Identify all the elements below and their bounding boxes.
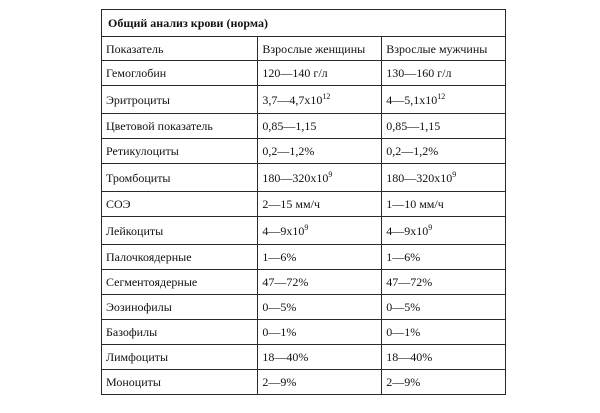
- header-indicator: Показатель: [102, 37, 258, 61]
- row-name: Эозинофилы: [102, 295, 258, 320]
- row-men: [382, 164, 506, 192]
- table-row: [102, 270, 506, 295]
- row-men: 2—9%: [382, 370, 506, 395]
- table-row: [102, 295, 506, 320]
- blood-test-table: [101, 9, 506, 395]
- row-men: [382, 217, 506, 245]
- row-women: [258, 217, 382, 245]
- row-women: 0—1%: [258, 320, 382, 345]
- row-name: Моноциты: [102, 370, 258, 395]
- row-women: 0,2—1,2%: [258, 139, 382, 164]
- table-row: [102, 86, 506, 114]
- table-title: Общий анализ крови (норма): [102, 10, 506, 37]
- row-women: [258, 164, 382, 192]
- row-name: Гемоглобин: [102, 61, 258, 86]
- value-base: 4—9х10: [262, 223, 305, 238]
- row-name: Палочкоядерные: [102, 245, 258, 270]
- row-women: 2—15 мм/ч: [258, 192, 382, 217]
- table-row: [102, 114, 506, 139]
- row-women: [258, 86, 382, 114]
- row-name: Цветовой показатель: [102, 114, 258, 139]
- row-men: 1—10 мм/ч: [382, 192, 506, 217]
- row-women: 1—6%: [258, 245, 382, 270]
- row-name: Тромбоциты: [102, 164, 258, 192]
- row-men: 0,85—1,15: [382, 114, 506, 139]
- table-title-row: [102, 10, 506, 37]
- value-base: 180—320х10: [386, 170, 453, 185]
- table-row: [102, 139, 506, 164]
- value-exponent: 9: [328, 169, 333, 179]
- value-exponent: 12: [322, 91, 331, 101]
- value-exponent: 9: [452, 169, 457, 179]
- row-name: Ретикулоциты: [102, 139, 258, 164]
- value-base: 180—320х10: [262, 170, 329, 185]
- table-row: [102, 370, 506, 395]
- row-men: 0,2—1,2%: [382, 139, 506, 164]
- row-men: 130—160 г/л: [382, 61, 506, 86]
- row-women: 0—5%: [258, 295, 382, 320]
- value-base: 4—9х10: [386, 223, 429, 238]
- table-row: [102, 192, 506, 217]
- row-name: Лейкоциты: [102, 217, 258, 245]
- row-women: 2—9%: [258, 370, 382, 395]
- value-exponent: 9: [304, 222, 309, 232]
- row-name: Базофилы: [102, 320, 258, 345]
- row-name: Лимфоциты: [102, 345, 258, 370]
- table-row: [102, 217, 506, 245]
- table-row: [102, 320, 506, 345]
- table-row: [102, 164, 506, 192]
- row-men: 18—40%: [382, 345, 506, 370]
- header-women: Взрослые женщины: [258, 37, 382, 61]
- row-men: 1—6%: [382, 245, 506, 270]
- value-base: 3,7—4,7х10: [262, 92, 323, 107]
- row-name: Сегментоядерные: [102, 270, 258, 295]
- table-row: [102, 61, 506, 86]
- row-women: 18—40%: [258, 345, 382, 370]
- row-name: Эритроциты: [102, 86, 258, 114]
- value-exponent: 9: [428, 222, 433, 232]
- row-men: [382, 86, 506, 114]
- document: [101, 9, 506, 395]
- table-row: [102, 245, 506, 270]
- row-name: СОЭ: [102, 192, 258, 217]
- row-men: 0—5%: [382, 295, 506, 320]
- value-exponent: 12: [437, 91, 446, 101]
- row-women: 0,85—1,15: [258, 114, 382, 139]
- header-men: Взрослые мужчины: [382, 37, 506, 61]
- row-women: 120—140 г/л: [258, 61, 382, 86]
- row-men: 0—1%: [382, 320, 506, 345]
- row-men: 47—72%: [382, 270, 506, 295]
- header-row: [102, 37, 506, 61]
- row-women: 47—72%: [258, 270, 382, 295]
- value-base: 4—5,1х10: [386, 92, 438, 107]
- table-row: [102, 345, 506, 370]
